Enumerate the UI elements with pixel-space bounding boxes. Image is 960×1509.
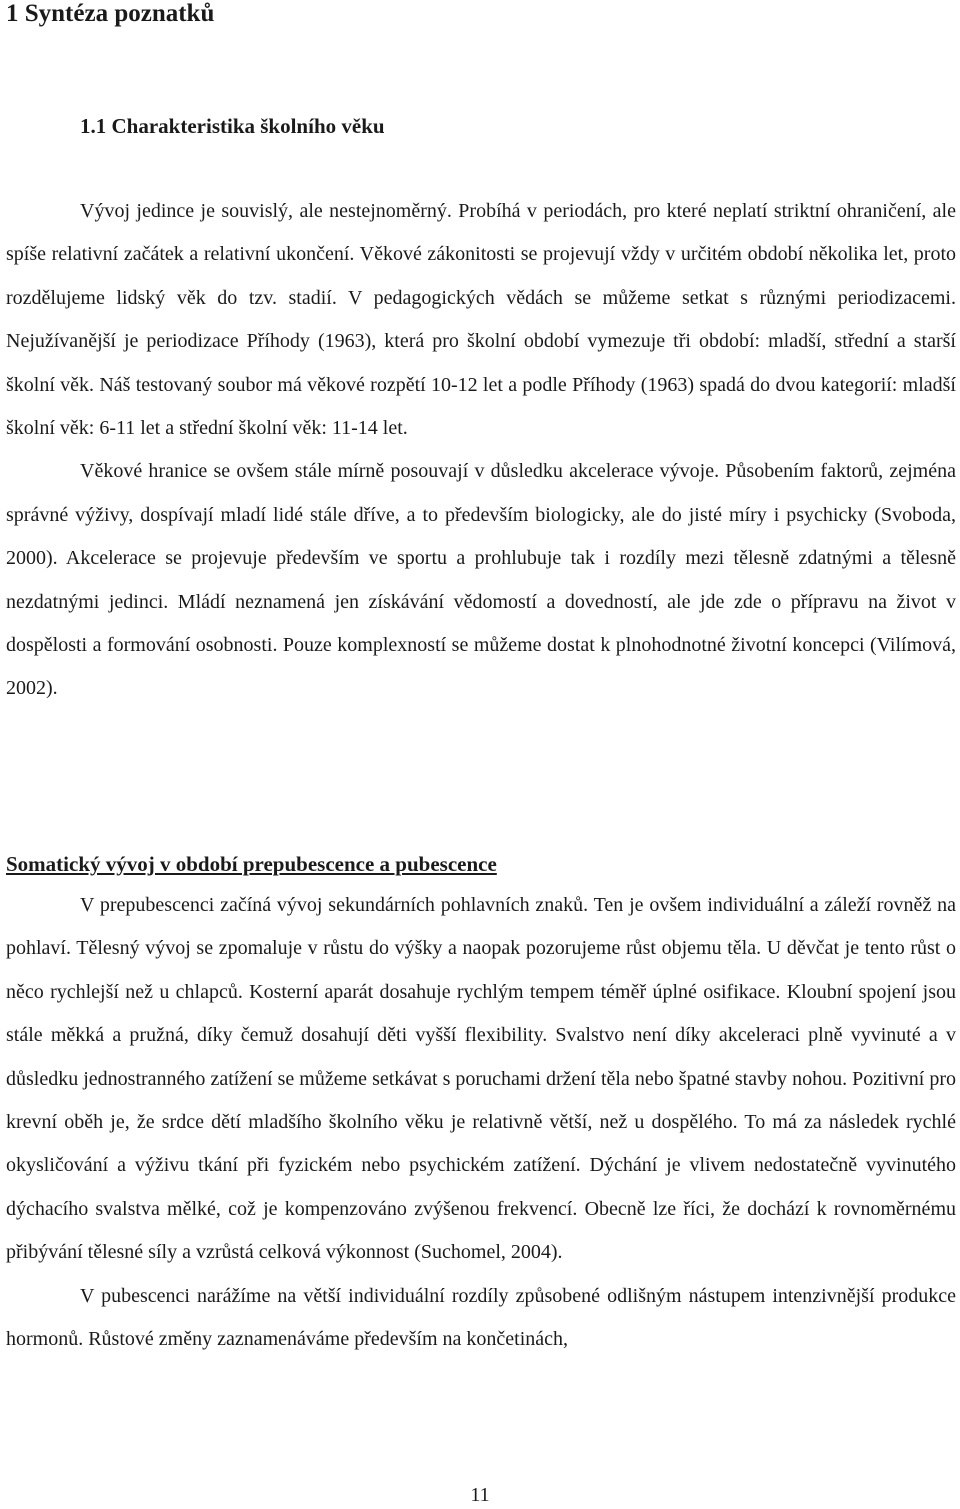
- paragraph: Věkové hranice se ovšem stále mírně posouvají v důsledku akcelerace vývoje. Působením faktorů, zejména správné výživy, dospívají mladí lidé stále dříve, a to především biologicky, ale do jisté míry i psychicky (Svoboda, 2000). Akcelerace se projevuje především ve sportu a prohlubuje tak i rozdíly mezi tělesně zdatnými a tělesně nezdatnými jedinci. Mládí neznamená jen získávání vědomostí a dovedností, ale jde zde o přípravu na život v dospělosti a formování osobnosti. Pouze komplexností se můžeme dostat k plnohodnotné životní koncepci (Vilímová, 2002).: [6, 460, 956, 700]
- paragraph: V pubescenci narážíme na větší individuální rozdíly způsobené odlišným nástupem intenzivnější produkce hormonů. Růstové změny zaznamenáváme především na končetinách,: [6, 1284, 956, 1351]
- page-number: 11: [470, 1484, 490, 1506]
- section-heading: 1.1 Charakteristika školního věku: [80, 114, 385, 138]
- section-1-body: [6, 190, 956, 711]
- chapter-heading: 1 Syntéza poznatků: [6, 0, 215, 27]
- section-2-body: [6, 884, 956, 1361]
- paragraph: Vývoj jedince je souvislý, ale nestejnoměrný. Probíhá v periodách, pro které neplatí striktní ohraničení, ale spíše relativní začátek a relativní ukončení. Věkové zákonitosti se projevují vždy v určitém období několika let, proto rozdělujeme lidský věk do tzv. stadií. V pedagogických vědách se můžeme setkat s různými periodizacemi. Nejužívanější je periodizace Příhody (1963), která pro školní období vymezuje tři období: mladší, střední a starší školní věk. Náš testovaný soubor má věkové rozpětí 10-12 let a podle Příhody (1963) spadá do dvou kategorií: mladší školní věk: 6-11 let a střední školní věk: 11-14 let.: [6, 200, 956, 440]
- paragraph: V prepubescenci začíná vývoj sekundárních pohlavních znaků. Ten je ovšem individuální a záleží rovněž na pohlaví. Tělesný vývoj se zpomaluje v růstu do výšky a naopak pozorujeme růst objemu těla. U děvčat je tento růst o něco rychlejší než u chlapců. Kosterní aparát dosahuje rychlým tempem téměř úplné osifikace. Kloubní spojení jsou stále měkká a pružná, díky čemuž dosahují děti vyšší flexibility. Svalstvo není díky akceleraci plně vyvinuté a v důsledku jednostranného zatížení se můžeme setkávat s poruchami držení těla nebo špatné stavby nohou. Pozitivní pro krevní oběh je, že srdce dětí mladšího školního věku je relativně větší, než u dospělého. To má za následek rychlé okysličování a výživu tkání při fyzickém nebo psychickém zatížení. Dýchání je vlivem nedostatečně vyvinutého dýchacího svalstva mělké, což je kompenzováno zvýšenou frekvencí. Obecně lze říci, že dochází k rovnoměrnému přibývání tělesné síly a vzrůstá celková výkonnost (Suchomel, 2004).: [6, 894, 956, 1264]
- subsection-heading: Somatický vývoj v období prepubescence a pubescence: [6, 852, 497, 876]
